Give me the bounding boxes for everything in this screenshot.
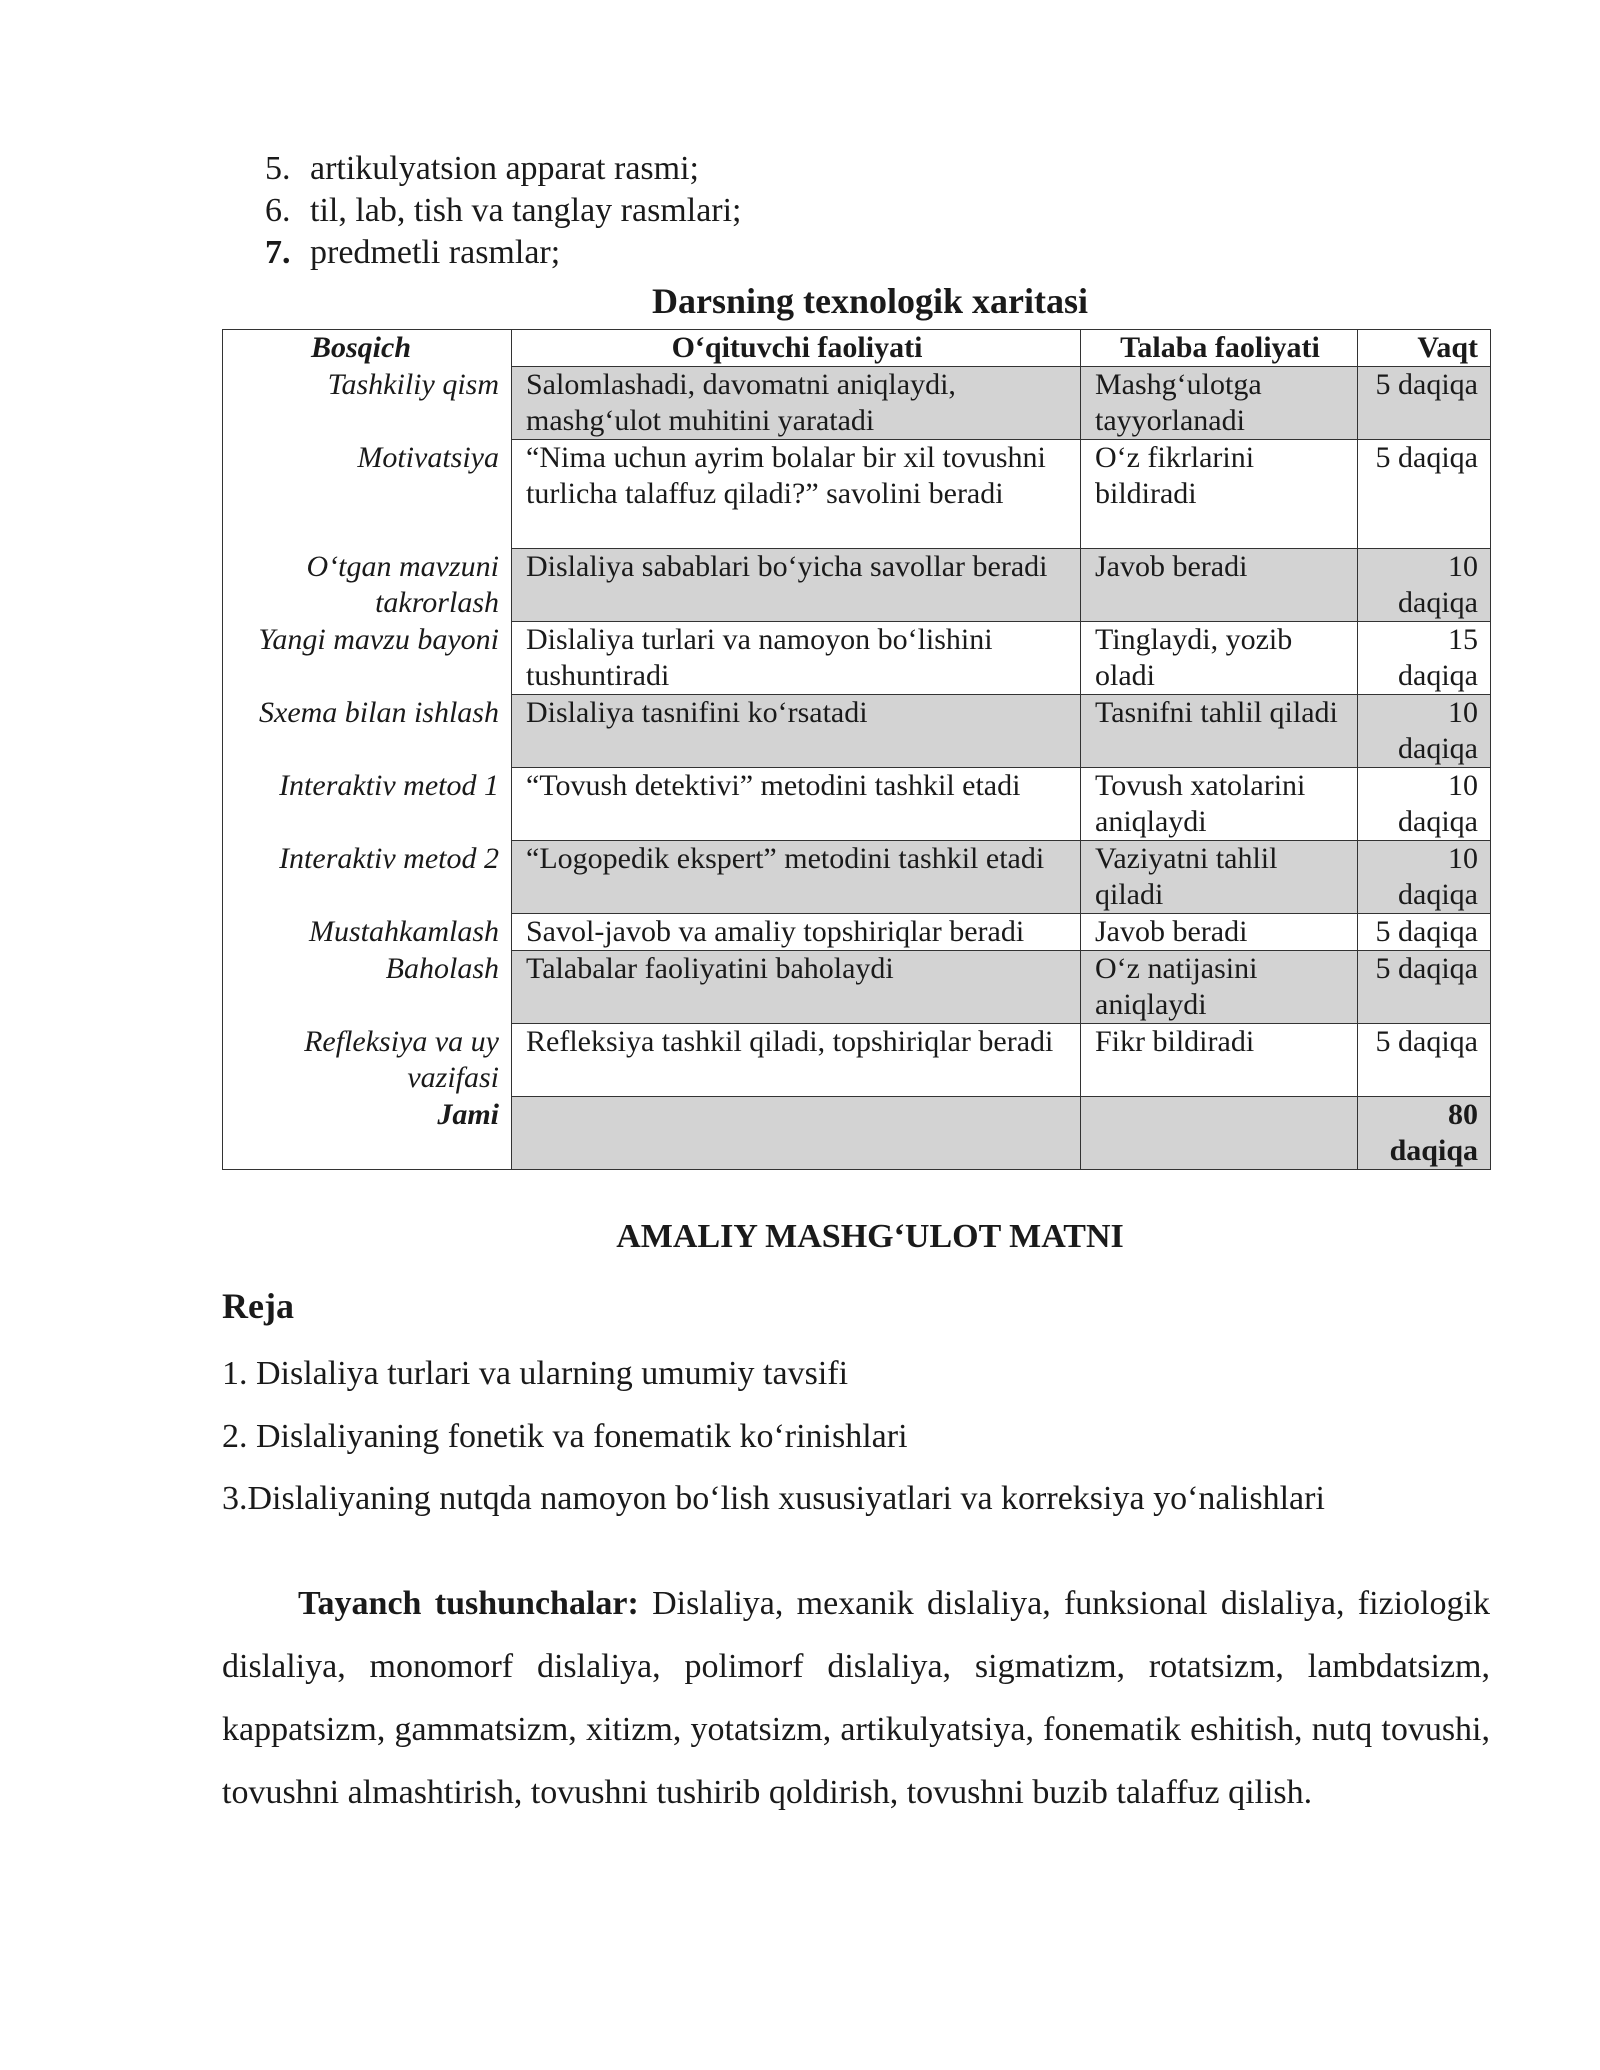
teacher-cell: “Logopedik ekspert” metodini tashkil etadi (512, 841, 1081, 914)
student-cell: O‘z fikrlarini bildiradi (1081, 440, 1358, 549)
teacher-cell: “Nima uchun ayrim bolalar bir xil tovushni turlicha talaffuz qiladi?” savolini beradi (512, 440, 1081, 549)
student-cell: Mashg‘ulotga tayyorlanadi (1081, 367, 1358, 440)
stage-cell: Jami (223, 1097, 512, 1170)
lesson-map-table (222, 329, 1491, 1170)
plan-item: 2. Dislaliyaning fonetik va fonematik ko‘rinishlari (222, 1418, 908, 1455)
stage-cell: O‘tgan mavzuni takrorlash (223, 549, 512, 622)
list-number: 5. (265, 150, 291, 187)
teacher-cell (512, 1097, 1081, 1170)
table-title: Darsning texnologik xaritasi (651, 281, 1089, 321)
table-row (223, 440, 1491, 549)
key-concepts-label: Tayanch tushunchalar: (298, 1585, 639, 1622)
key-concepts-paragraph (222, 1572, 1490, 1824)
table-row (223, 914, 1491, 951)
plan-title: Reja (222, 1286, 294, 1326)
header-time: Vaqt (1358, 330, 1491, 367)
table-row (223, 841, 1491, 914)
list-item (265, 190, 742, 232)
stage-cell: Sxema bilan ishlash (223, 695, 512, 768)
table-row (223, 549, 1491, 622)
table-row (223, 1024, 1491, 1097)
section-heading: AMALIY MASHG‘ULOT MATNI (616, 1218, 1124, 1255)
header-teacher: O‘qituvchi faoliyati (512, 330, 1081, 367)
time-cell: 10 daqiqa (1358, 695, 1491, 768)
teacher-cell: “Tovush detektivi” metodini tashkil etadi (512, 768, 1081, 841)
header-stage: Bosqich (223, 330, 512, 367)
student-cell (1081, 1097, 1358, 1170)
stage-cell: Interaktiv metod 1 (223, 768, 512, 841)
student-cell: O‘z natijasini aniqlaydi (1081, 951, 1358, 1024)
key-concepts-text: Dislaliya, mexanik dislaliya, funksional dislaliya, fiziologik dislaliya, monomorf dislaliya, polimorf dislaliya, sigmatizm, rotatsizm, lambdatsizm, kappatsizm, gammatsizm, xitizm, yotatsizm, artikulyatsiya, fonematik eshitish, nutq tovushi, tovushni almashtirish, tovushni tushirib qoldirish, tovushni buzib talaffuz qilish. (222, 1585, 1490, 1811)
teacher-cell: Savol-javob va amaliy topshiriqlar beradi (512, 914, 1081, 951)
stage-cell: Motivatsiya (223, 440, 512, 549)
table-total-row (223, 1097, 1491, 1170)
stage-cell: Refleksiya va uy vazifasi (223, 1024, 512, 1097)
teacher-cell: Talabalar faoliyatini baholaydi (512, 951, 1081, 1024)
header-student: Talaba faoliyati (1081, 330, 1358, 367)
student-cell: Tasnifni tahlil qiladi (1081, 695, 1358, 768)
plan-item: 3.Dislaliyaning nutqda namoyon bo‘lish xususiyatlari va korreksiya yo‘nalishlari (222, 1480, 1325, 1517)
teacher-cell: Dislaliya turlari va namoyon bo‘lishini tushuntiradi (512, 622, 1081, 695)
time-cell: 15 daqiqa (1358, 622, 1491, 695)
list-item (265, 232, 742, 274)
time-cell: 5 daqiqa (1358, 1024, 1491, 1097)
time-cell: 80 daqiqa (1358, 1097, 1491, 1170)
time-cell: 10 daqiqa (1358, 768, 1491, 841)
table-row (223, 768, 1491, 841)
student-cell: Tinglaydi, yozib oladi (1081, 622, 1358, 695)
stage-cell: Yangi mavzu bayoni (223, 622, 512, 695)
student-cell: Vaziyatni tahlil qiladi (1081, 841, 1358, 914)
table-header-row (223, 330, 1491, 367)
table-row (223, 951, 1491, 1024)
student-cell: Tovush xatolarini aniqlaydi (1081, 768, 1358, 841)
list-text: artikulyatsion apparat rasmi; (310, 150, 699, 187)
student-cell: Fikr bildiradi (1081, 1024, 1358, 1097)
time-cell: 10 daqiqa (1358, 841, 1491, 914)
materials-list (265, 148, 742, 274)
time-cell: 10 daqiqa (1358, 549, 1491, 622)
teacher-cell: Dislaliya sabablari bo‘yicha savollar beradi (512, 549, 1081, 622)
table-row (223, 622, 1491, 695)
stage-cell: Tashkiliy qism (223, 367, 512, 440)
time-cell: 5 daqiqa (1358, 951, 1491, 1024)
teacher-cell: Dislaliya tasnifini ko‘rsatadi (512, 695, 1081, 768)
stage-cell: Mustahkamlash (223, 914, 512, 951)
time-cell: 5 daqiqa (1358, 914, 1491, 951)
list-number: 7. (265, 234, 291, 271)
teacher-cell: Salomlashadi, davomatni aniqlaydi, mashg‘ulot muhitini yaratadi (512, 367, 1081, 440)
list-text: til, lab, tish va tanglay rasmlari; (310, 192, 742, 229)
stage-cell: Baholash (223, 951, 512, 1024)
time-cell: 5 daqiqa (1358, 367, 1491, 440)
table-row (223, 695, 1491, 768)
table-row (223, 367, 1491, 440)
teacher-cell: Refleksiya tashkil qiladi, topshiriqlar beradi (512, 1024, 1081, 1097)
student-cell: Javob beradi (1081, 914, 1358, 951)
list-item (265, 148, 742, 190)
stage-cell: Interaktiv metod 2 (223, 841, 512, 914)
list-number: 6. (265, 192, 291, 229)
time-cell: 5 daqiqa (1358, 440, 1491, 549)
list-text: predmetli rasmlar; (310, 234, 561, 271)
student-cell: Javob beradi (1081, 549, 1358, 622)
plan-item: 1. Dislaliya turlari va ularning umumiy tavsifi (222, 1355, 849, 1392)
